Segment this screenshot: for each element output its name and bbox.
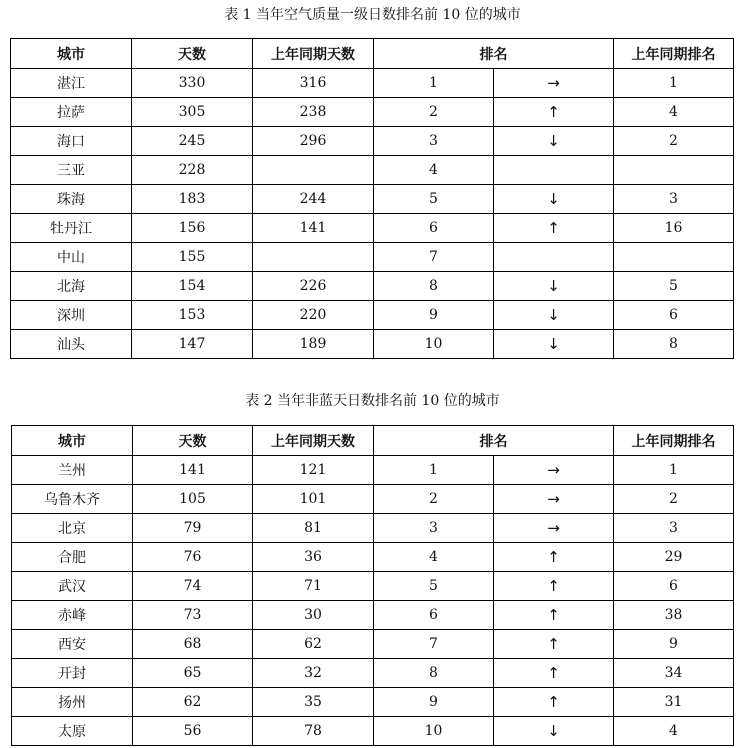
table-row xyxy=(11,272,734,301)
last-days-cell xyxy=(253,243,374,272)
days-cell: 228 xyxy=(132,156,253,185)
last-rank-cell: 1 xyxy=(614,69,734,98)
days-cell: 74 xyxy=(133,572,253,601)
last-rank-cell xyxy=(614,243,734,272)
city-cell: 湛江 xyxy=(11,69,132,98)
header-city: 城市 xyxy=(11,39,132,69)
trend-arrow-icon: → xyxy=(494,485,614,514)
last-rank-cell: 9 xyxy=(614,630,734,659)
trend-arrow-icon: ↑ xyxy=(494,659,614,688)
days-cell: 154 xyxy=(132,272,253,301)
last-days-cell: 30 xyxy=(253,601,374,630)
rank-cell: 3 xyxy=(374,127,494,156)
last-rank-cell: 5 xyxy=(614,272,734,301)
last-rank-cell: 34 xyxy=(614,659,734,688)
trend-arrow-icon: ↑ xyxy=(494,543,614,572)
city-cell: 汕头 xyxy=(11,330,132,359)
table-row xyxy=(12,543,734,572)
trend-arrow-icon: ↓ xyxy=(494,127,614,156)
last-days-cell: 71 xyxy=(253,572,374,601)
table-row xyxy=(11,243,734,272)
table-row xyxy=(12,601,734,630)
city-cell: 海口 xyxy=(11,127,132,156)
city-cell: 扬州 xyxy=(12,688,133,717)
last-rank-cell: 3 xyxy=(614,185,734,214)
table-row xyxy=(12,485,734,514)
last-rank-cell: 6 xyxy=(614,572,734,601)
city-cell: 北京 xyxy=(12,514,133,543)
city-cell: 兰州 xyxy=(12,456,133,485)
last-days-cell: 316 xyxy=(253,69,374,98)
city-cell: 中山 xyxy=(11,243,132,272)
table2 xyxy=(11,425,734,746)
table-row xyxy=(12,630,734,659)
trend-arrow-icon: → xyxy=(494,456,614,485)
city-cell: 拉萨 xyxy=(11,98,132,127)
last-rank-cell: 31 xyxy=(614,688,734,717)
table-row xyxy=(11,330,734,359)
table-row xyxy=(12,688,734,717)
last-days-cell: 36 xyxy=(253,543,374,572)
rank-cell: 2 xyxy=(374,98,494,127)
last-days-cell: 220 xyxy=(253,301,374,330)
table-row xyxy=(11,185,734,214)
trend-arrow-icon: ↑ xyxy=(494,98,614,127)
last-rank-cell: 4 xyxy=(614,717,734,746)
days-cell: 105 xyxy=(133,485,253,514)
trend-arrow-icon: ↓ xyxy=(494,185,614,214)
city-cell: 开封 xyxy=(12,659,133,688)
rank-cell: 6 xyxy=(374,601,494,630)
trend-arrow-icon: ↑ xyxy=(494,601,614,630)
trend-arrow-icon: ↑ xyxy=(494,214,614,243)
last-days-cell: 296 xyxy=(253,127,374,156)
table1 xyxy=(10,38,734,359)
last-days-cell: 141 xyxy=(253,214,374,243)
header-rank: 排名 xyxy=(374,39,614,69)
table-row xyxy=(11,69,734,98)
table-row xyxy=(11,214,734,243)
rank-cell: 4 xyxy=(374,543,494,572)
days-cell: 62 xyxy=(133,688,253,717)
last-rank-cell: 3 xyxy=(614,514,734,543)
city-cell: 深圳 xyxy=(11,301,132,330)
last-days-cell: 189 xyxy=(253,330,374,359)
days-cell: 156 xyxy=(132,214,253,243)
rank-cell: 9 xyxy=(374,688,494,717)
city-cell: 北海 xyxy=(11,272,132,301)
last-days-cell xyxy=(253,156,374,185)
header-city: 城市 xyxy=(12,426,133,456)
trend-arrow-icon: ↓ xyxy=(494,717,614,746)
days-cell: 305 xyxy=(132,98,253,127)
days-cell: 79 xyxy=(133,514,253,543)
last-rank-cell: 2 xyxy=(614,485,734,514)
city-cell: 牡丹江 xyxy=(11,214,132,243)
last-days-cell: 81 xyxy=(253,514,374,543)
rank-cell: 8 xyxy=(374,659,494,688)
table1-header-row xyxy=(11,39,734,69)
header-rank: 排名 xyxy=(374,426,614,456)
city-cell: 太原 xyxy=(12,717,133,746)
table-row xyxy=(11,301,734,330)
rank-cell: 10 xyxy=(374,330,494,359)
rank-cell: 6 xyxy=(374,214,494,243)
header-days: 天数 xyxy=(133,426,253,456)
trend-arrow-icon: ↑ xyxy=(494,572,614,601)
header-days: 天数 xyxy=(132,39,253,69)
last-days-cell: 121 xyxy=(253,456,374,485)
days-cell: 155 xyxy=(132,243,253,272)
city-cell: 合肥 xyxy=(12,543,133,572)
last-rank-cell: 1 xyxy=(614,456,734,485)
days-cell: 147 xyxy=(132,330,253,359)
table2-header-row xyxy=(12,426,734,456)
trend-arrow-icon xyxy=(494,243,614,272)
rank-cell: 8 xyxy=(374,272,494,301)
rank-cell: 5 xyxy=(374,185,494,214)
last-rank-cell: 29 xyxy=(614,543,734,572)
last-days-cell: 238 xyxy=(253,98,374,127)
city-cell: 珠海 xyxy=(11,185,132,214)
trend-arrow-icon: ↓ xyxy=(494,330,614,359)
last-rank-cell: 4 xyxy=(614,98,734,127)
rank-cell: 7 xyxy=(374,243,494,272)
table-row xyxy=(11,98,734,127)
trend-arrow-icon: → xyxy=(494,514,614,543)
days-cell: 76 xyxy=(133,543,253,572)
city-cell: 三亚 xyxy=(11,156,132,185)
last-days-cell: 35 xyxy=(253,688,374,717)
header-last-rank: 上年同期排名 xyxy=(614,39,734,69)
trend-arrow-icon: → xyxy=(494,69,614,98)
days-cell: 141 xyxy=(133,456,253,485)
trend-arrow-icon xyxy=(494,156,614,185)
days-cell: 245 xyxy=(132,127,253,156)
city-cell: 乌鲁木齐 xyxy=(12,485,133,514)
last-rank-cell: 38 xyxy=(614,601,734,630)
days-cell: 153 xyxy=(132,301,253,330)
table-row xyxy=(11,127,734,156)
rank-cell: 1 xyxy=(374,69,494,98)
rank-cell: 1 xyxy=(374,456,494,485)
last-rank-cell: 8 xyxy=(614,330,734,359)
last-days-cell: 32 xyxy=(253,659,374,688)
last-rank-cell xyxy=(614,156,734,185)
header-last-rank: 上年同期排名 xyxy=(614,426,734,456)
rank-cell: 9 xyxy=(374,301,494,330)
table-row xyxy=(12,514,734,543)
rank-cell: 10 xyxy=(374,717,494,746)
rank-cell: 2 xyxy=(374,485,494,514)
rank-cell: 7 xyxy=(374,630,494,659)
table-row xyxy=(12,717,734,746)
days-cell: 73 xyxy=(133,601,253,630)
header-last-days: 上年同期天数 xyxy=(253,426,374,456)
last-days-cell: 101 xyxy=(253,485,374,514)
trend-arrow-icon: ↑ xyxy=(494,630,614,659)
last-days-cell: 78 xyxy=(253,717,374,746)
last-days-cell: 226 xyxy=(253,272,374,301)
table-row xyxy=(12,659,734,688)
trend-arrow-icon: ↓ xyxy=(494,272,614,301)
city-cell: 赤峰 xyxy=(12,601,133,630)
table2-caption: 表 2 当年非蓝天日数排名前 10 位的城市 xyxy=(245,393,500,409)
last-days-cell: 244 xyxy=(253,185,374,214)
table-row xyxy=(12,572,734,601)
last-rank-cell: 6 xyxy=(614,301,734,330)
rank-cell: 5 xyxy=(374,572,494,601)
days-cell: 56 xyxy=(133,717,253,746)
days-cell: 183 xyxy=(132,185,253,214)
header-last-days: 上年同期天数 xyxy=(253,39,374,69)
rank-cell: 3 xyxy=(374,514,494,543)
trend-arrow-icon: ↓ xyxy=(494,301,614,330)
table-row xyxy=(12,456,734,485)
city-cell: 武汉 xyxy=(12,572,133,601)
days-cell: 65 xyxy=(133,659,253,688)
last-rank-cell: 16 xyxy=(614,214,734,243)
city-cell: 西安 xyxy=(12,630,133,659)
days-cell: 330 xyxy=(132,69,253,98)
table1-caption: 表 1 当年空气质量一级日数排名前 10 位的城市 xyxy=(224,7,521,23)
last-rank-cell: 2 xyxy=(614,127,734,156)
trend-arrow-icon: ↑ xyxy=(494,688,614,717)
rank-cell: 4 xyxy=(374,156,494,185)
last-days-cell: 62 xyxy=(253,630,374,659)
days-cell: 68 xyxy=(133,630,253,659)
table-row xyxy=(11,156,734,185)
